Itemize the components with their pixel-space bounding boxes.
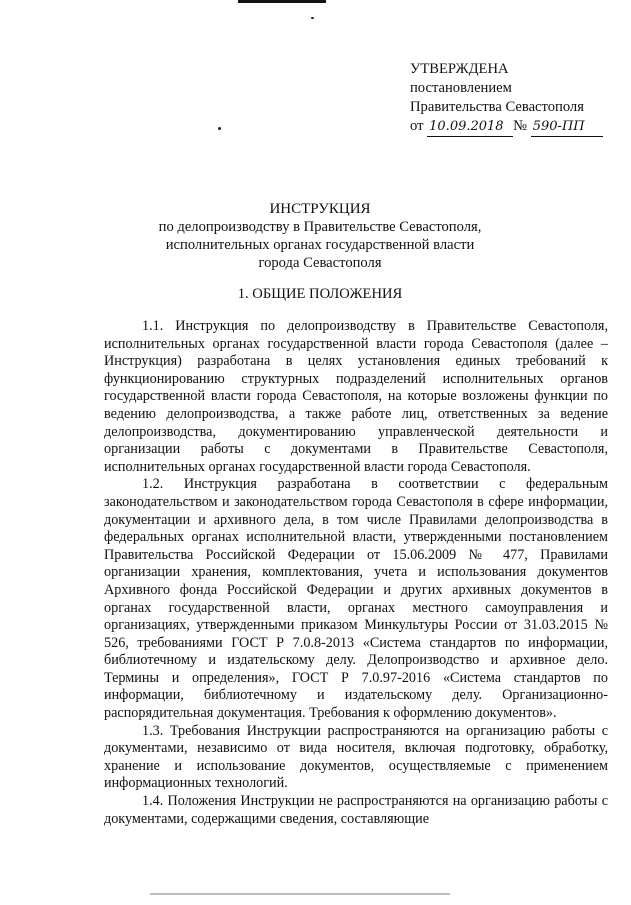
subtitle-line: города Севастополя: [258, 255, 382, 271]
paragraph-1-1: 1.1. Инструкция по делопроизводству в Правительстве Севастополя, исполнительных органах государственной власти города Севастополя (далее – Инструкция) разработана в целях установления единых требований к функционированию структурных подразделений исполнительных органов государственной власти города Севастополя, на которые возложены функции по ведению делопроизводства, а также работе лиц, ответственных за ведение делопроизводства, документированию управленческой деятельности и организации работы с документами в Правительстве Севастополя, исполнительных органах государственной власти города Севастополя.: [104, 318, 608, 475]
paragraph-1-4: 1.4. Положения Инструкции не распространяются на организацию работы с документами, содержащими сведения, составляющие: [104, 793, 608, 827]
paragraph-1-3: 1.3. Требования Инструкции распространяются на организацию работы с документами, независимо от вида носителя, включая подготовку, обработку, хранение и использование документов, осуществляемые с применением информационных технологий.: [104, 722, 608, 792]
scan-speck: [218, 127, 221, 130]
handwritten-number: 590-ПП: [531, 117, 603, 137]
approval-stamp: [410, 60, 603, 137]
subtitle-line: по делопроизводству в Правительстве Севастополя,: [158, 219, 482, 235]
document-title-block: [100, 200, 540, 272]
approval-status: УТВЕРЖДЕНА: [410, 61, 509, 77]
approval-line-3: Правительства Севастополя: [410, 99, 584, 115]
scan-edge-mark: [238, 0, 326, 3]
approval-date-line: [410, 117, 603, 137]
document-body: [104, 318, 608, 828]
from-label: от: [410, 118, 424, 134]
document-title: ИНСТРУКЦИЯ: [269, 201, 371, 217]
scan-edge-mark: [150, 893, 450, 895]
number-label: №: [513, 118, 528, 134]
approval-line-2: постановлением: [410, 80, 512, 96]
paragraph-1-2: 1.2. Инструкция разработана в соответствии с федеральным законодательством и законодательством города Севастополя в сфере информации, документации и архивного дела, в том числе Правилами делопроизводства в федеральных органах исполнительной власти, утвержденными постановлением Правительства Российской Федерации от 15.06.2009 № 477, Правилами организации хранения, комплектования, учета и использования документов Архивного фонда Российской Федерации и других архивных документов в органах государственной власти, органах местного самоуправления и организациях, утвержденными приказом Минкультуры России от 31.03.2015 № 526, требованиями ГОСТ Р 7.0.8-2013 «Система стандартов по информации, библиотечному и издательскому делу. Делопроизводство и архивное дело. Термины и определения», ГОСТ Р 7.0.97-2016 «Система стандартов по информации, библиотечному и издательскому делу. Организационно-распорядительная документация. Требования к оформлению документов».: [104, 476, 608, 722]
handwritten-date: 10.09.2018: [427, 117, 513, 137]
subtitle-line: исполнительных органах государственной власти: [165, 237, 475, 253]
section-heading: 1. ОБЩИЕ ПОЛОЖЕНИЯ: [237, 286, 403, 302]
scan-speck: [311, 17, 314, 19]
